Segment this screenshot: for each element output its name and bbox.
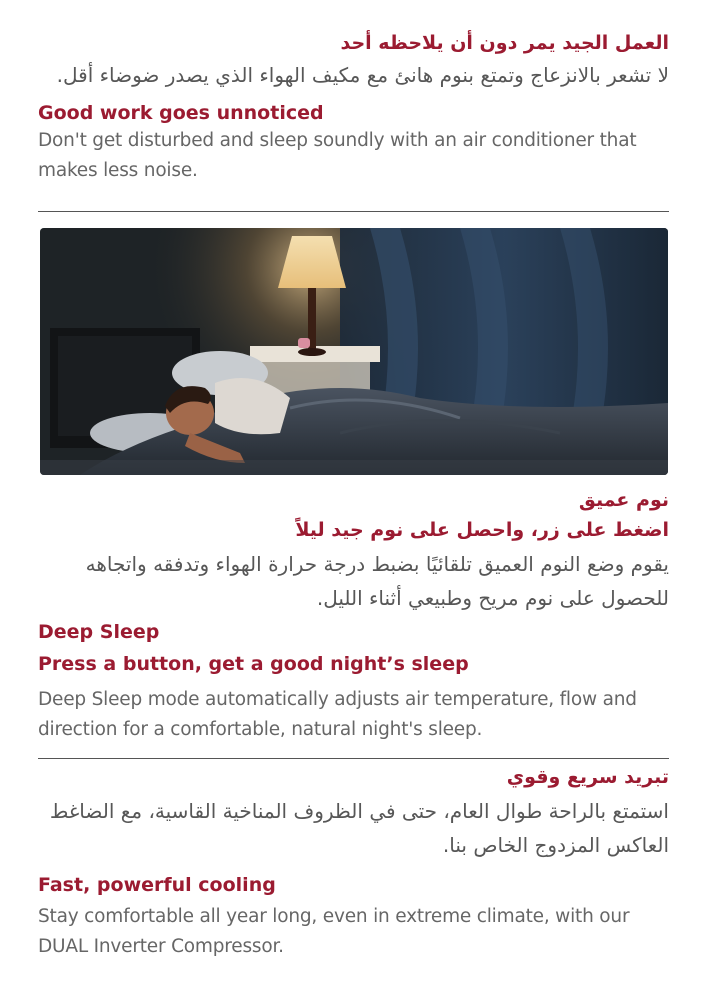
section-deep-sleep bbox=[38, 487, 669, 745]
ar-paragraph-quiet: لا تشعر بالانزعاج وتمتع بنوم هانئ مع مكيف الهواء الذي يصدر ضوضاء أقل. bbox=[56, 63, 669, 87]
ar-heading-fast-cooling: تبريد سريع وقوي bbox=[506, 766, 669, 788]
divider-line bbox=[38, 758, 669, 759]
section-fast-cooling bbox=[38, 764, 669, 962]
ar-heading-quiet: العمل الجيد يمر دون أن يلاحظه أحد bbox=[340, 32, 669, 54]
section-quiet-operation bbox=[38, 30, 669, 186]
document-page bbox=[38, 0, 669, 1000]
ar-heading-deep-sleep: نوم عميق bbox=[578, 489, 669, 511]
en-paragraph-quiet: Don't get disturbed and sleep soundly with an air conditioner that makes less noise. bbox=[38, 130, 637, 181]
en-paragraph-fast-cooling: Stay comfortable all year long, even in extreme climate, with our DUAL Inverter Compressor. bbox=[38, 906, 630, 957]
en-subheading-deep-sleep: Press a button, get a good night’s sleep bbox=[38, 653, 469, 675]
en-heading-fast-cooling: Fast, powerful cooling bbox=[38, 874, 276, 896]
ar-subheading-deep-sleep: اضغط على زر، واحصل على نوم جيد ليلاً bbox=[295, 519, 669, 541]
sleeping-man-photo bbox=[40, 228, 668, 475]
bedroom-illustration bbox=[40, 228, 668, 475]
ar-paragraph-fast-cooling: استمتع بالراحة طوال العام، حتى في الظروف المناخية القاسية، مع الضاغط العاكس المزدوج الخاص بنا. bbox=[49, 799, 669, 857]
en-heading-quiet: Good work goes unnoticed bbox=[38, 102, 324, 124]
en-heading-deep-sleep: Deep Sleep bbox=[38, 621, 160, 643]
ar-paragraph-deep-sleep: يقوم وضع النوم العميق تلقائيًا بضبط درجة حرارة الهواء وتدفقه واتجاهه للحصول على نوم مريح وطبيعي أثناء الليل. bbox=[85, 552, 669, 610]
en-paragraph-deep-sleep: Deep Sleep mode automatically adjusts air temperature, flow and direction for a comfortable, natural night's sleep. bbox=[38, 689, 637, 740]
divider-line bbox=[38, 211, 669, 212]
